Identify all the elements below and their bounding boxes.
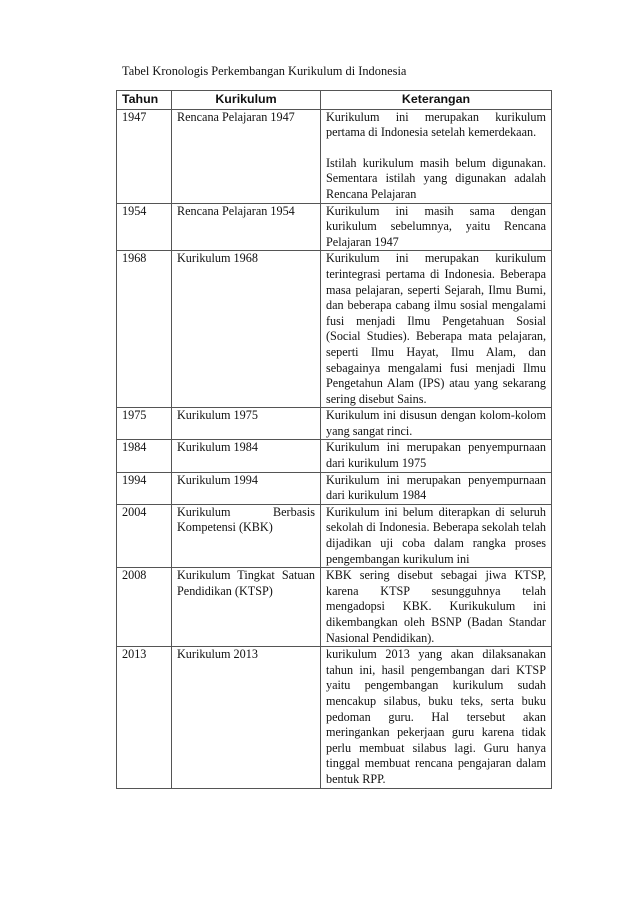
description-paragraph: Kurikulum ini merupakan kurikulum pertama di Indonesia setelah kemerdekaan. — [326, 109, 546, 140]
cell-description — [321, 251, 552, 408]
cell-year: 2008 — [117, 568, 172, 647]
cell-description — [321, 647, 552, 788]
table-row — [117, 472, 552, 504]
description-paragraph: KBK sering disebut sebagai jiwa KTSP, karena KTSP sesungguhnya telah mengadopsi KBK. Kurikukulum ini dikembangkan oleh BSNP (Badan Standar Nasional Pendidikan). — [326, 568, 546, 645]
table-header-row — [117, 91, 552, 110]
header-curriculum: Kurikulum — [172, 91, 321, 110]
cell-curriculum: Kurikulum 1968 — [172, 251, 321, 408]
header-description: Keterangan — [321, 91, 552, 110]
cell-description — [321, 109, 552, 203]
description-paragraph: Kurikulum ini merupakan kurikulum terintegrasi pertama di Indonesia. Beberapa masa pelajaran, seperti Sejarah, Ilmu Bumi, dan beberapa cabang ilmu sosial mengalami fusi menjadi Ilmu Pengetahuan Sosial (Social Studies). Beberapa mata pelajaran, seperti Ilmu Hayat, Ilmu Alam, dan sebagainya mengalami fusi menjadi Ilmu Pengetahun Alam (IPS) atau yang sekarang sering disebut Sains. — [326, 251, 546, 406]
cell-curriculum: Rencana Pelajaran 1947 — [172, 109, 321, 203]
table-row — [117, 440, 552, 472]
table-body — [117, 109, 552, 788]
cell-year: 1984 — [117, 440, 172, 472]
cell-description — [321, 472, 552, 504]
description-paragraph: Kurikulum ini merupakan penyempurnaan dari kurikulum 1975 — [326, 440, 546, 471]
table-row — [117, 109, 552, 203]
header-year: Tahun — [117, 91, 172, 110]
table-row — [117, 647, 552, 788]
description-paragraph: Kurikulum ini masih sama dengan kurikulum sebelumnya, yaitu Rencana Pelajaran 1947 — [326, 203, 546, 249]
cell-year: 2004 — [117, 504, 172, 567]
table-row — [117, 203, 552, 251]
cell-year: 1947 — [117, 109, 172, 203]
table-row — [117, 568, 552, 647]
table-row — [117, 504, 552, 567]
table-row — [117, 408, 552, 440]
cell-year: 1975 — [117, 408, 172, 440]
description-paragraph: Kurikulum ini belum diterapkan di seluruh sekolah di Indonesia. Beberapa sekolah telah dijadikan uji coba dalam rangka proses pengembangan kurikulum ini — [326, 504, 546, 566]
description-paragraph: Kurikulum ini merupakan penyempurnaan dari kurikulum 1984 — [326, 472, 546, 503]
curriculum-chronology-table — [116, 90, 552, 789]
table-caption: Tabel Kronologis Perkembangan Kurikulum di Indonesia — [122, 64, 407, 78]
cell-description — [321, 568, 552, 647]
table-row — [117, 251, 552, 408]
cell-year: 1954 — [117, 203, 172, 251]
cell-curriculum: Rencana Pelajaran 1954 — [172, 203, 321, 251]
cell-description — [321, 408, 552, 440]
description-paragraph: kurikulum 2013 yang akan dilaksanakan tahun ini, hasil pengembangan dari KTSP yaitu pengembangan kurikulum sudah mencakup silabus, buku teks, serta buku pedoman guru. Hal tersebut akan meringankan pekerjaan guru karena tidak perlu membuat silabus lagi. Guru hanya tinggal membuat rencana pengajaran dalam bentuk RPP. — [326, 647, 546, 786]
cell-curriculum: Kurikulum 2013 — [172, 647, 321, 788]
description-paragraph: Kurikulum ini disusun dengan kolom-kolom yang sangat rinci. — [326, 408, 546, 438]
cell-year: 1968 — [117, 251, 172, 408]
cell-year: 1994 — [117, 472, 172, 504]
cell-description — [321, 504, 552, 567]
cell-description — [321, 203, 552, 251]
cell-year: 2013 — [117, 647, 172, 788]
cell-description — [321, 440, 552, 472]
cell-curriculum: Kurikulum 1984 — [172, 440, 321, 472]
cell-curriculum: Kurikulum Tingkat Satuan Pendidikan (KTSP) — [172, 568, 321, 647]
cell-curriculum: Kurikulum 1994 — [172, 472, 321, 504]
cell-curriculum: Kurikulum Berbasis Kompetensi (KBK) — [172, 504, 321, 567]
cell-curriculum: Kurikulum 1975 — [172, 408, 321, 440]
description-paragraph: Istilah kurikulum masih belum digunakan. Sementara istilah yang digunakan adalah Rencana Pelajaran — [326, 155, 546, 201]
